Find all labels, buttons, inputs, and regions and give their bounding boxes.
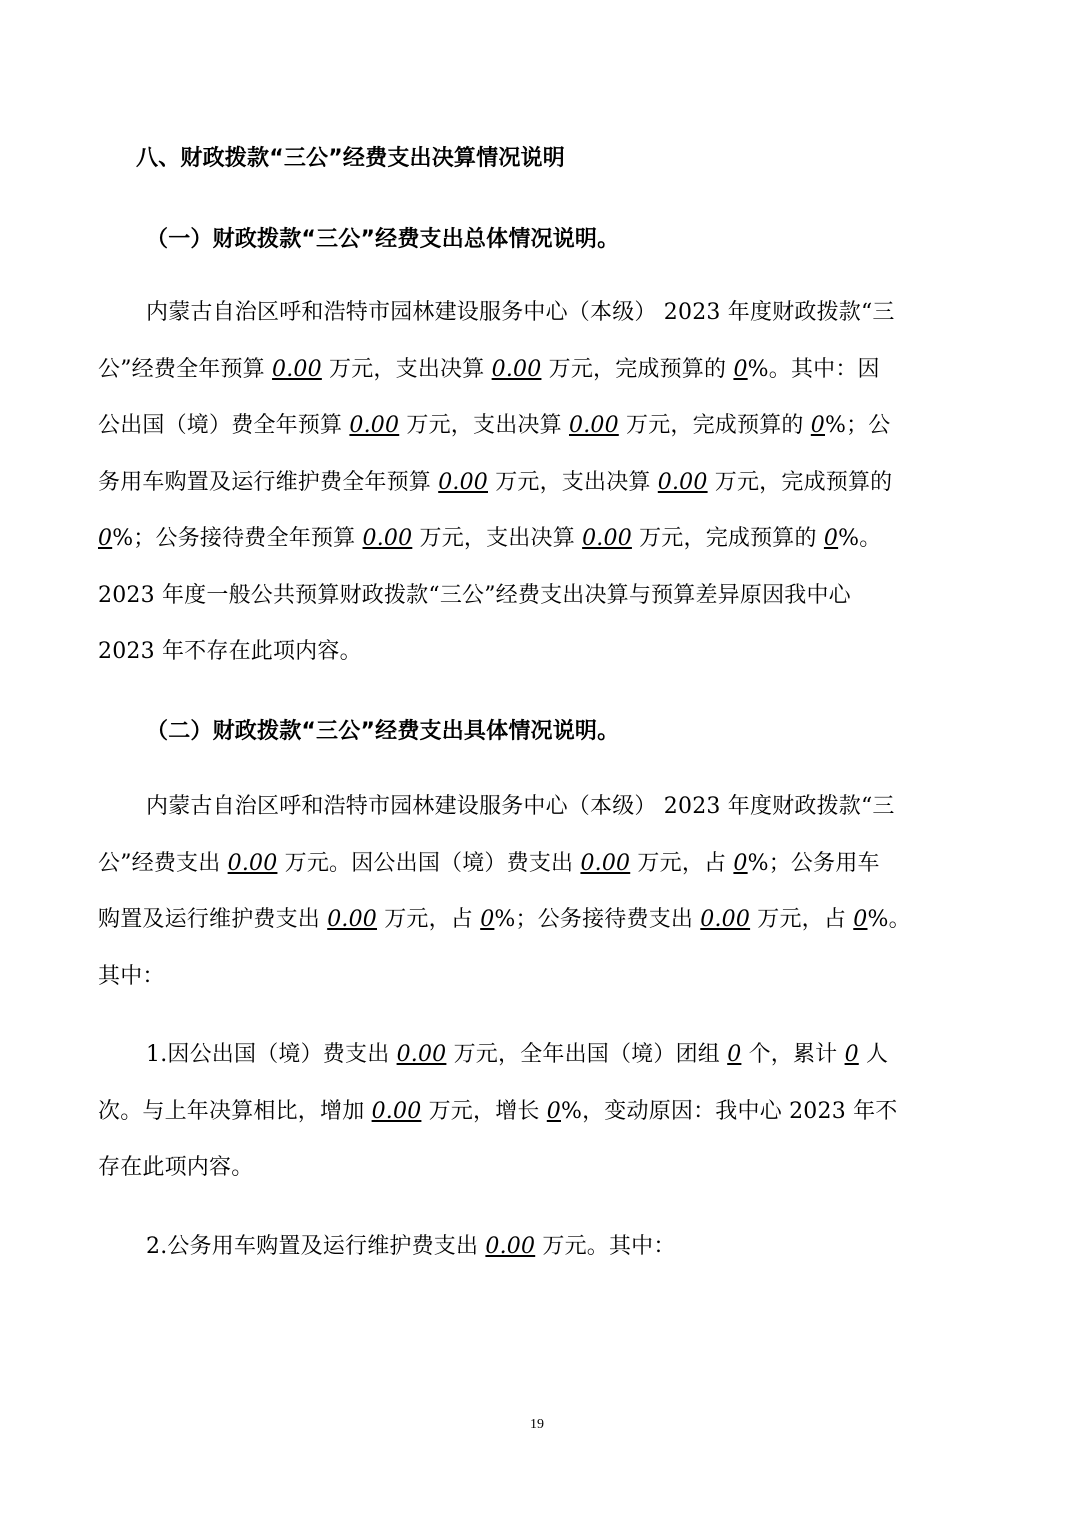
text-run: 存在此项内容。: [98, 1155, 254, 1180]
text-line: [98, 1097, 897, 1127]
text-run: 万元。其中：: [535, 1234, 676, 1259]
text-run: 万元，增长: [421, 1098, 547, 1124]
text-run: %。: [838, 526, 882, 551]
text-line: [98, 468, 892, 498]
text-run: 万元，支出决算: [321, 356, 492, 382]
text-run: 万元，占: [630, 850, 734, 876]
text-line: [98, 637, 362, 667]
underlined-value: 0.00: [396, 1042, 447, 1067]
text-run: %；公务接待费全年预算: [112, 526, 363, 551]
underlined-value: 0: [727, 1042, 742, 1067]
text-run: 万元，完成预算的: [631, 526, 824, 551]
text-line: [98, 905, 911, 935]
text-run: 其中：: [98, 963, 165, 989]
text-line: [146, 1040, 888, 1070]
text-line: [146, 298, 895, 328]
underlined-value: 0: [733, 356, 748, 382]
underlined-value: 0.00: [327, 907, 377, 932]
page-number: 19: [530, 1417, 544, 1432]
text-run: 公”经费全年预算: [98, 356, 273, 382]
text-run: 个，累计: [741, 1042, 845, 1067]
underlined-value: 0.00: [371, 1098, 422, 1124]
text-run: 万元，完成预算的: [707, 469, 893, 495]
text-run: %。: [867, 907, 911, 932]
underlined-value: 0: [823, 526, 839, 551]
underlined-value: 0: [733, 850, 748, 876]
underlined-value: 0.00: [349, 413, 400, 438]
underlined-value: 0: [98, 526, 113, 551]
text-run: 万元，支出决算: [399, 413, 569, 438]
text-line: [98, 581, 851, 611]
text-line: [98, 1153, 253, 1183]
underlined-value: 0.00: [227, 850, 278, 876]
text-run: 万元，占: [750, 907, 854, 932]
underlined-value: 0.00: [491, 356, 542, 382]
text-run: 万元，完成预算的: [618, 413, 811, 438]
text-line: [98, 524, 881, 554]
text-run: 万元，支出决算: [412, 526, 583, 551]
text-run: %；公: [825, 413, 891, 438]
subheading-detail: （二）财政拨款“三公”经费支出具体情况说明。: [146, 719, 620, 744]
text-line: [98, 355, 880, 385]
text-run: 万元，占: [377, 907, 481, 932]
text-run: 内蒙古自治区呼和浩特市园林建设服务中心（本级） 2023 年度财政拨款“三: [146, 794, 895, 819]
text-run: %；公务用车: [747, 850, 880, 876]
text-run: 1.因公出国（境）费支出: [146, 1042, 397, 1067]
text-run: 2023 年度一般公共预算财政拨款“三公”经费支出决算与预算差异原因我中心: [98, 582, 851, 608]
text-run: 万元。因公出国（境）费支出: [277, 850, 581, 876]
section-heading: 八、财政拨款“三公”经费支出决算情况说明: [136, 146, 565, 171]
text-run: 次。与上年决算相比，增加: [98, 1098, 372, 1124]
underlined-value: 0.00: [272, 356, 322, 382]
text-run: 人: [858, 1042, 889, 1067]
underlined-value: 0: [844, 1042, 859, 1067]
text-run: %。其中：因: [747, 356, 880, 382]
text-run: %；公务接待费支出: [494, 907, 701, 932]
text-run: 务用车购置及运行维护费全年预算: [98, 469, 439, 495]
underlined-value: 0.00: [657, 469, 708, 495]
text-line: [98, 849, 880, 879]
underlined-value: 0.00: [438, 469, 488, 495]
text-run: 万元，支出决算: [488, 469, 658, 495]
text-run: 公出国（境）费全年预算: [98, 413, 350, 438]
text-run: 购置及运行维护费支出: [98, 907, 328, 932]
underlined-value: 0: [853, 907, 868, 932]
text-line: [146, 792, 895, 822]
underlined-value: 0.00: [582, 526, 632, 551]
underlined-value: 0: [810, 413, 825, 438]
text-line: [98, 962, 165, 992]
underlined-value: 0.00: [700, 907, 751, 932]
text-run: 万元，完成预算的: [541, 356, 734, 382]
underlined-value: 0.00: [485, 1234, 536, 1259]
underlined-value: 0.00: [362, 526, 413, 551]
text-line: [98, 411, 891, 441]
text-line: [146, 1232, 676, 1262]
text-run: 万元，全年出国（境）团组: [446, 1042, 728, 1067]
underlined-value: 0: [546, 1098, 561, 1124]
underlined-value: 0.00: [580, 850, 631, 876]
underlined-value: 0.00: [569, 413, 619, 438]
subheading-overall: （一）财政拨款“三公”经费支出总体情况说明。: [146, 227, 620, 252]
text-run: 内蒙古自治区呼和浩特市园林建设服务中心（本级） 2023 年度财政拨款“三: [146, 300, 895, 325]
text-run: %，变动原因：我中心 2023 年不: [561, 1098, 898, 1124]
text-run: 2023 年不存在此项内容。: [98, 639, 362, 664]
underlined-value: 0: [480, 907, 495, 932]
text-run: 公”经费支出: [98, 850, 228, 876]
text-run: 2.公务用车购置及运行维护费支出: [146, 1234, 486, 1259]
